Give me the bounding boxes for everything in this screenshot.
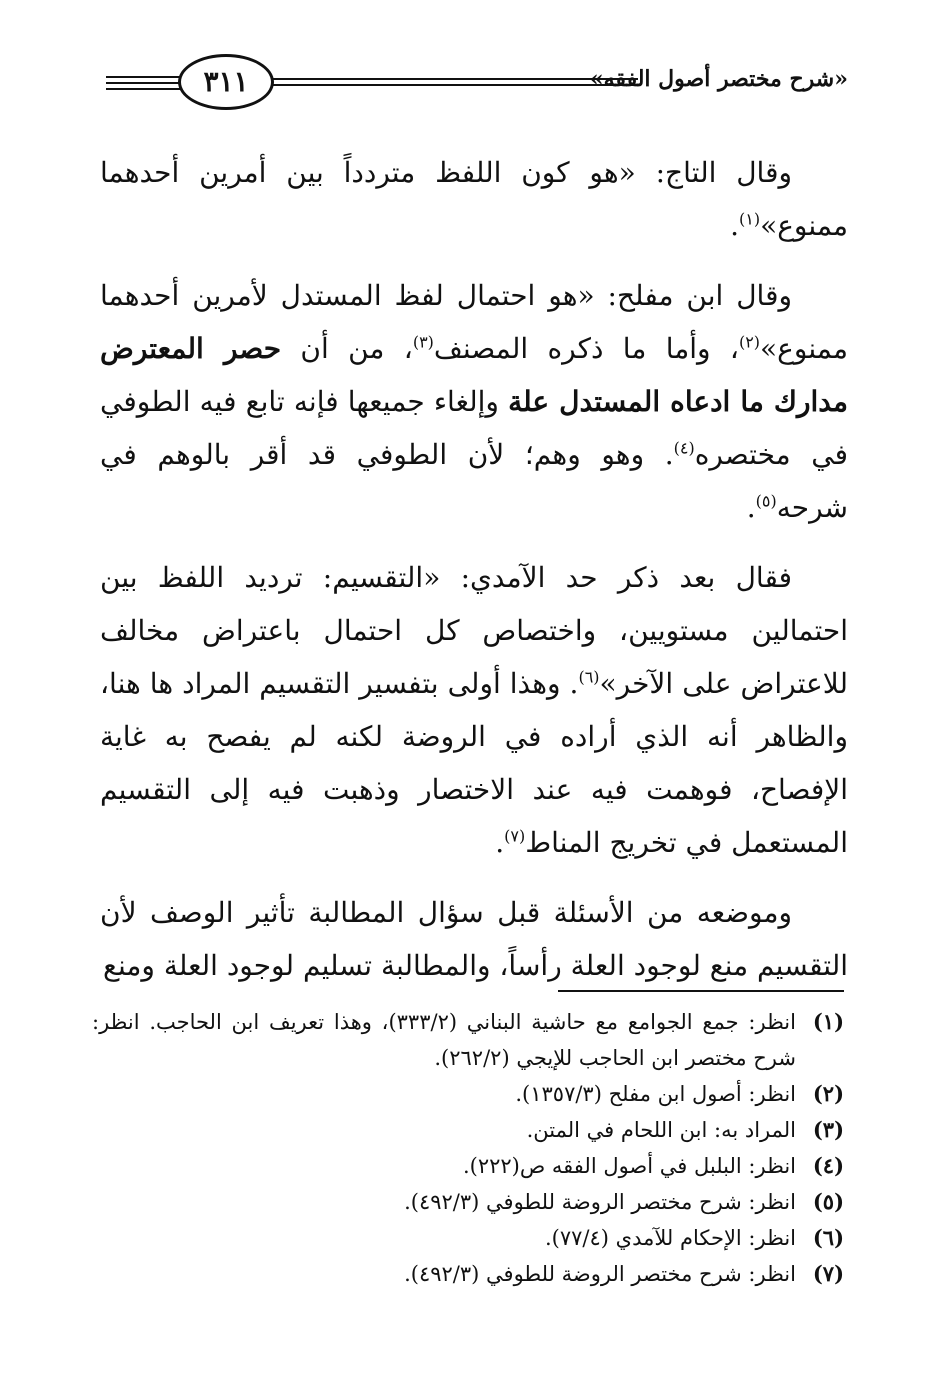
text-run: . وهو وهم؛ لأن الطوفي قد أقر بالوهم في شرحه [100,438,848,524]
header-rule [106,76,186,78]
footnote-number: (١) [812,1009,844,1034]
text-run: فقال بعد ذكر حد الآمدي: «التقسيم: ترديد اللفظ بين احتمالين مستويين، واختصاص كل احتمال باعتراض مخالف للاعتراض على الآخر» [100,561,848,700]
footnote-number: (٣) [812,1117,844,1142]
footnote-4 [92,1148,844,1184]
footnote-number: (٦) [812,1225,844,1250]
page-number-frame [178,54,274,110]
footnotes [92,1004,844,1292]
running-title: «شرح مختصر أصول الفقه» [589,66,848,92]
text-run: وإلغاء جميعها فإنه تابع فيه الطوفي في مختصره [100,385,848,471]
paragraph-3 [100,551,848,869]
header-rule [106,82,186,84]
header-rule [268,84,638,86]
footnote-ref-1: (١) [738,209,761,229]
paragraph-2 [100,269,848,534]
footnote-ref-4: (٤) [673,438,695,458]
footnote-1 [92,1004,844,1076]
footnote-number: (٢) [812,1081,844,1106]
footnote-6 [92,1220,844,1256]
footnote-5 [92,1184,844,1220]
text-run: ، وأما ما ذكره المصنف [433,332,739,365]
footnote-number: (٧) [812,1261,844,1286]
text-run: . [495,826,505,859]
footnote-number: (٥) [812,1189,844,1214]
paragraph-1 [100,146,848,252]
bold-phrase: حصر المعترض مدارك ما ادعاه المستدل علة [100,332,848,418]
footnote-ref-7: (٧) [504,826,526,846]
header-rule [268,78,638,80]
footnote-text: انظر: شرح مختصر الروضة للطوفي (٤٩٢/٣). [404,1190,796,1214]
footnote-ref-5: (٥) [755,491,777,511]
text-run: . وهذا أولى بتفسير التقسيم المراد ها هنا، والظاهر أنه الذي أراده في الروضة لكنه لم يفصح به غاية الإفصاح، فوهمت فيه عند الاختصار وذهبت فيه إلى التقسيم المستعمل في تخريج المناط [100,667,848,859]
page-header [100,48,848,130]
footnote-2 [92,1076,844,1112]
page-number: ٣١١ [203,65,249,98]
text-run: . [746,491,756,524]
paragraph-4 [100,886,848,992]
footnote-ref-6: (٦) [578,667,600,687]
footnote-text: انظر: الإحكام للآمدي (٧٧/٤). [544,1226,796,1250]
text-run: وقال ابن مفلح: «هو احتمال لفظ المستدل لأمرين أحدهما ممنوع» [100,279,848,365]
footnote-text: انظر: البلبل في أصول الفقه ص(٢٢٢). [462,1154,796,1178]
footnote-ref-3: (٣) [412,332,434,352]
header-rule [106,88,186,90]
main-text [100,146,848,992]
footnote-text: انظر: أصول ابن مفلح (١٣٥٧/٣). [515,1082,796,1106]
text-run: وموضعه من الأسئلة قبل سؤال المطالبة تأثير الوصف لأن التقسيم منع لوجود العلة رأساً، والمطالبة تسليم لوجود العلة ومنع [100,896,848,982]
text-run: ، من أن [281,332,413,365]
footnote-ref-2: (٢) [738,332,761,352]
text-run: وقال التاج: «هو كون اللفظ متردداً بين أمرين أحدهما ممنوع» [100,156,848,242]
footnote-7 [92,1256,844,1292]
footnote-number: (٤) [812,1153,844,1178]
footnote-3 [92,1112,844,1148]
footnote-divider [558,990,844,992]
footnote-text: انظر: جمع الجوامع مع حاشية البناني (٣٣٣/٢)، وهذا تعريف ابن الحاجب. انظر: شرح مختصر ابن الحاجب للإيجي (٢٦٢/٢). [92,1010,796,1070]
footnote-text: انظر: شرح مختصر الروضة للطوفي (٤٩٢/٣). [404,1262,796,1286]
text-run: . [730,209,739,242]
footnote-text: المراد به: ابن اللحام في المتن. [526,1118,796,1142]
